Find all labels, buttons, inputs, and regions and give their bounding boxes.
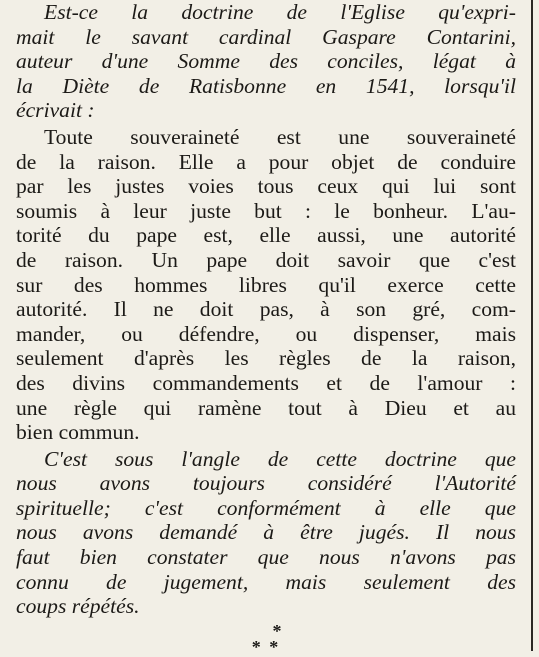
text-line: de raison. Un pape doit savoir que c'est	[16, 247, 516, 272]
text-line: par les justes voies tous ceux qui lui sont	[16, 174, 516, 199]
asterisk-bottom: * *	[251, 636, 281, 657]
text-line: nous avons toujours considéré l'Autorité	[16, 471, 516, 496]
asterisk-top: *	[272, 620, 284, 641]
text-line: de la raison. Elle a pour objet de conduire	[16, 149, 516, 174]
text-line: auteur d'une Somme des conciles, légat à	[16, 49, 516, 74]
text-line: connu de jugement, mais seulement des	[16, 569, 516, 594]
column-rule	[531, 0, 533, 651]
text-line: écrivait :	[16, 98, 95, 123]
article-column	[16, 0, 516, 655]
text-line: Toute souveraineté est une souveraineté	[44, 124, 516, 149]
text-line: coups répétés.	[16, 594, 140, 619]
text-line: Est-ce la doctrine de l'Eglise qu'expri-	[44, 0, 516, 24]
text-line: spirituelle; c'est conformément à elle que	[16, 495, 516, 520]
text-line: une règle qui ramène tout à Dieu et au	[16, 395, 516, 420]
paragraph-conclusion	[16, 447, 516, 619]
text-line: mait le savant cardinal Gaspare Contarini,	[16, 24, 516, 49]
text-line: autorité. Il ne doit pas, à son gré, com-	[16, 297, 516, 322]
section-separator-asterism	[16, 620, 516, 657]
text-line: mander, ou défendre, ou dispenser, mais	[16, 321, 516, 346]
text-line: seulement d'après les règles de la raison,	[16, 346, 516, 371]
text-line: la Diète de Ratisbonne en 1541, lorsqu'il	[16, 73, 516, 98]
text-line: des divins commandements et de l'amour :	[16, 370, 516, 395]
paragraph-question	[16, 0, 516, 123]
text-line: C'est sous l'angle de cette doctrine que	[44, 446, 516, 471]
text-line: soumis à leur juste but : le bonheur. L'au-	[16, 198, 516, 223]
paragraph-quotation	[16, 125, 516, 445]
text-line: sur des hommes libres qu'il exerce cette	[16, 272, 516, 297]
text-line: nous avons demandé à être jugés. Il nous	[16, 520, 516, 545]
text-line: bien commun.	[16, 420, 140, 445]
text-line: torité du pape est, elle aussi, une autorité	[16, 223, 516, 248]
text-line: faut bien constater que nous n'avons pas	[16, 545, 516, 570]
